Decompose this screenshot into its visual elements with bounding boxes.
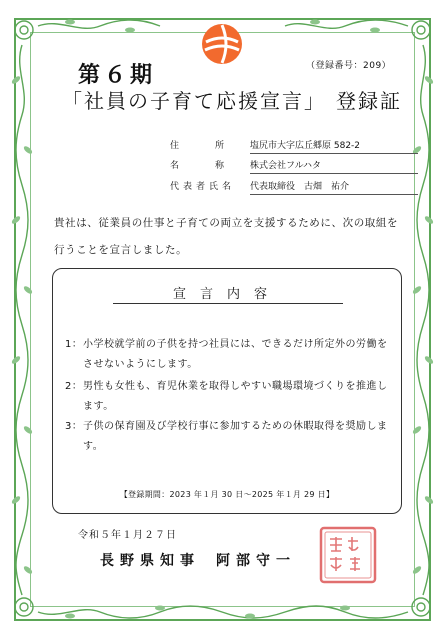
title-suffix: 登録証 [336, 89, 402, 113]
title-main: 「社員の子育て応援宣言」 [62, 89, 326, 113]
item-text: 子供の保育園及び学校行事に参加するための休暇取得を奨励します。 [83, 421, 388, 452]
declaration-item [65, 377, 395, 417]
declaration-title-underline [113, 303, 343, 304]
declaration-item [65, 335, 395, 375]
intro-text: 貴社は、従業員の仕事と子育ての両立を支援するために、次の取組を行うことを宣言しました。 [54, 217, 399, 256]
item-text: 小学校就学前の子供を持つ社員には、できるだけ所定外の労働をさせないようにします。 [83, 339, 388, 370]
info-label: 代表者氏名 [170, 182, 236, 192]
official-seal-icon [318, 525, 378, 585]
declaration-box [52, 268, 402, 514]
edition-label: 第６期 [78, 62, 157, 88]
registration-period: 【登録期間：2023 年１月 30 日～2025 年１月 29 日】 [119, 490, 335, 499]
declaration-title: 宣言内容 [172, 287, 281, 302]
item-number: 1： [65, 339, 83, 350]
info-label: 住所 [170, 141, 261, 151]
item-number: 2： [65, 381, 83, 392]
issuer [100, 550, 296, 570]
certificate-title [62, 85, 402, 114]
item-number: 3： [65, 421, 83, 432]
issuer-title: 長野県知事 [100, 553, 200, 569]
registration-number: （登録番号：209） [306, 61, 392, 71]
info-value: 代表取締役 古畑 祐介 [250, 179, 418, 195]
info-value: 株式会社フルハタ [250, 158, 418, 174]
issue-date: 令和５年１月２７日 [78, 530, 177, 541]
childcare-logo-icon [200, 22, 244, 66]
issuer-name: 阿部守一 [216, 553, 296, 569]
item-text: 男性も女性も、育児休業を取得しやすい職場環境づくりを推進します。 [83, 381, 388, 412]
declaration-item [65, 417, 395, 457]
info-label: 名称 [170, 161, 261, 171]
info-value: 塩尻市大字広丘郷原 582-2 [250, 138, 418, 154]
